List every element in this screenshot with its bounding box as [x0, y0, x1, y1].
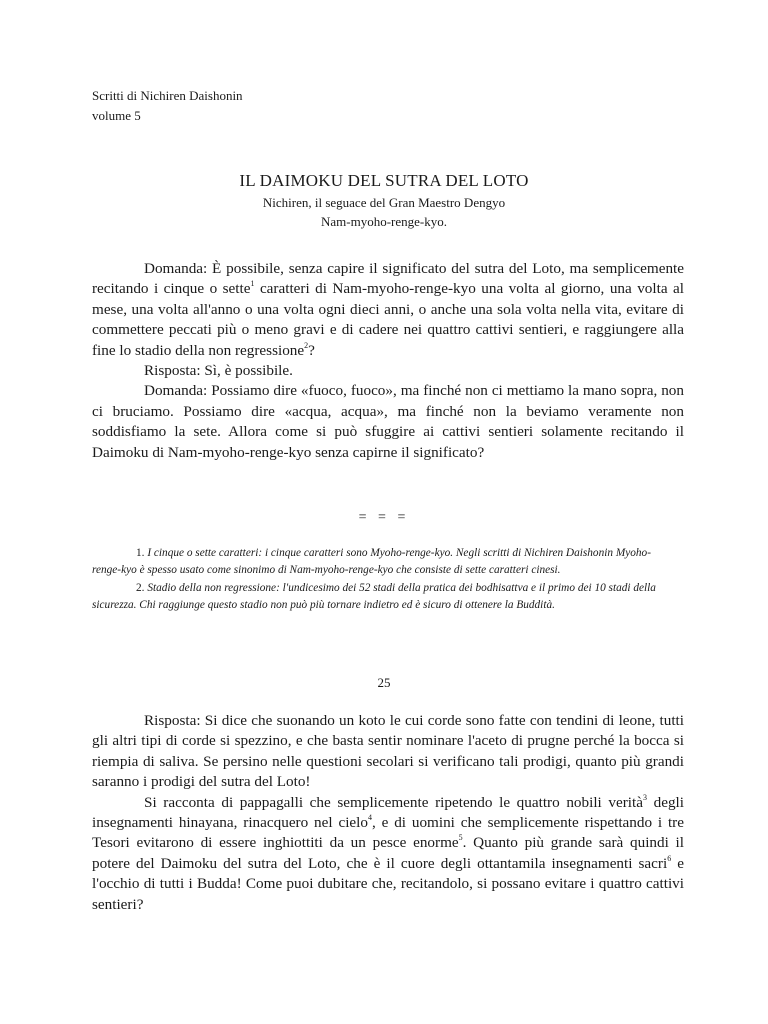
paragraph-answer-2: Risposta: Si dice che suonando un koto le cui corde sono fatte con tendini di leone, tutti gli altri tipi di corde si spezzino, e che basta sentir nominare l'aceto di prugne perché la bocca si riempia di saliva. Se persino nelle questioni secolari si verificano tali prodigi, quanto più grandi saranno i prodigi del sutra del Loto! [92, 712, 684, 791]
footnote-ref-6: 6 [667, 853, 672, 863]
footnote-1 [92, 545, 676, 580]
text-run: e l'occhio di tutti i Budda! Come puoi dubitare che, recitandolo, si possano evitare i quattro cattivi sentieri? [92, 854, 684, 913]
author-line: Nichiren, il seguace del Gran Maestro Dengyo [262, 195, 506, 210]
body-section-1 [92, 259, 684, 463]
page-number: 25 [377, 675, 391, 690]
title-block [0, 169, 768, 231]
text-run: ? [308, 341, 315, 359]
page-title: IL DAIMOKU DEL SUTRA DEL LOTO [239, 171, 529, 190]
footnote-number: 2. [136, 581, 145, 594]
footnote-ref-5: 5 [458, 833, 463, 843]
footnote-text: Stadio della non regressione: l'undicesimo dei 52 stadi della pratica dei bodhisattva e il primo dei 10 stadi della sicurezza. Chi raggiunge questo stadio non può più tornare indietro ed è sicuro di ottenere la Buddità. [92, 581, 656, 611]
body-section-2 [92, 711, 684, 915]
text-run: , e di uomini che semplicemente rispettando i tre Tesori evitarono di essere inghiottiti da un pesce enorme [92, 814, 684, 852]
text-run: degli insegnamenti hinayana, rinacquero nel cielo [92, 793, 684, 832]
section-separator: = = = [358, 510, 410, 525]
text-run: Si racconta di pappagalli che semplicemente ripetendo le quattro nobili verità [144, 793, 643, 811]
text-run: Domanda: È possibile, senza capire il significato del sutra del Loto, ma semplicemente recitando i cinque o sette [92, 260, 684, 298]
footnote-ref-1: 1 [250, 279, 255, 289]
paragraph-question-1 [92, 259, 684, 361]
footnotes [92, 545, 676, 614]
footnote-text: I cinque o sette caratteri: i cinque caratteri sono Myoho-renge-kyo. Negli scritti di Nichiren Daishonin Myoho-renge-kyo è spesso usato come sinonimo di Nam-myoho-renge-kyo che consiste di sette caratteri cinesi. [92, 547, 651, 577]
invocation-line: Nam-myoho-renge-kyo. [321, 214, 447, 229]
footnote-2 [92, 580, 676, 615]
paragraph-continuation [92, 793, 684, 915]
book-title: Scritti di Nichiren Daishonin [92, 88, 243, 103]
volume-label: volume 5 [92, 108, 141, 123]
paragraph-answer-1: Risposta: Sì, è possibile. [144, 362, 293, 380]
footnote-ref-3: 3 [642, 792, 647, 802]
footnote-ref-4: 4 [367, 812, 372, 822]
text-run: . Quanto più grande sarà quindi il potere del Daimoku del sutra del Loto, che è il cuore degli ottantamila insegnamenti sacri [92, 834, 684, 872]
running-header [92, 86, 243, 126]
paragraph-question-2: Domanda: Possiamo dire «fuoco, fuoco», ma finché non ci mettiamo la mano sopra, non ci bruciamo. Possiamo dire «acqua, acqua», ma finché non la beviamo veramente non soddisfiamo la sete. Allora come si può sfuggire ai cattivi sentieri solamente recitando il Daimoku di Nam-myoho-renge-kyo senza capirne il significato? [92, 382, 684, 461]
footnote-ref-2: 2 [304, 340, 309, 350]
footnote-number: 1. [136, 547, 145, 559]
text-run: caratteri di Nam-myoho-renge-kyo una volta al giorno, una volta al mese, una volta all'anno o una volta ogni dieci anni, o anche una sola volta nella vita, evitare di commettere peccati più o meno gravi e di cadere nei quattro cattivi sentieri, e raggiungere alla fine lo stadio della non regressione [92, 280, 684, 359]
